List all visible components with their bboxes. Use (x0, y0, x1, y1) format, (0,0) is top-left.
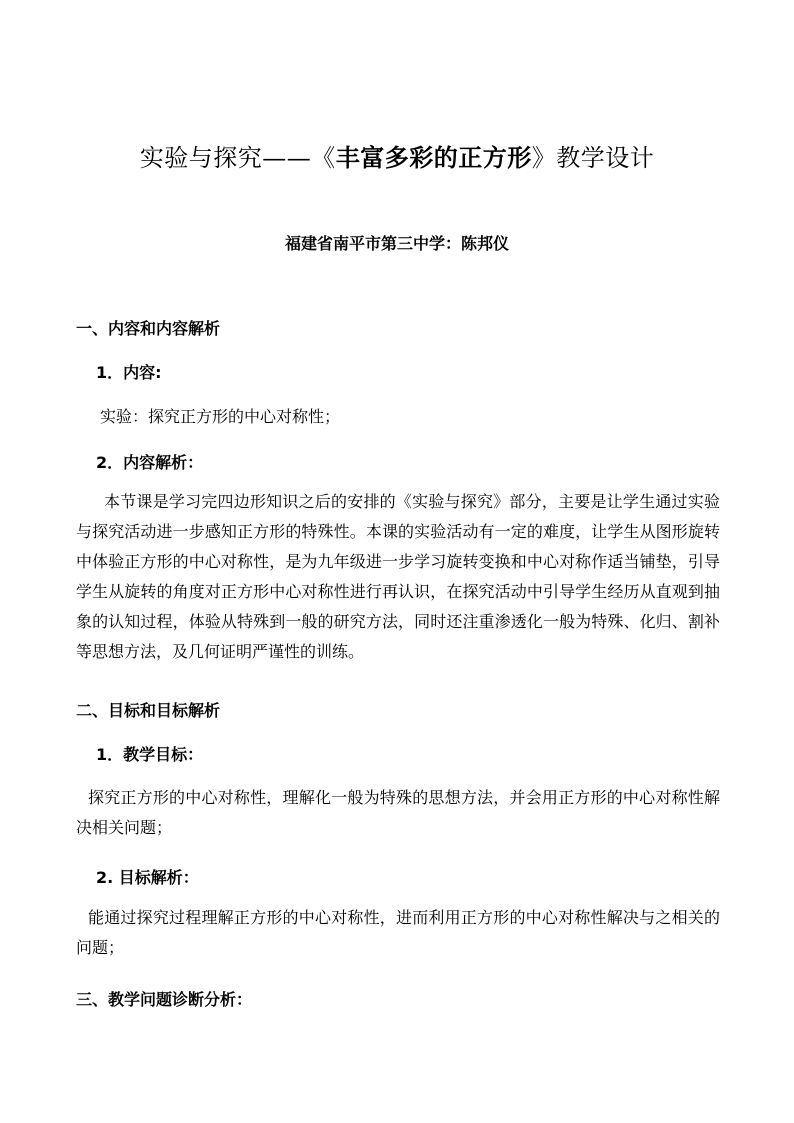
section-1-heading: 一、内容和内容解析 (76, 319, 221, 338)
section-1-sub2-heading: 2．内容解析： (96, 453, 204, 472)
section-2-sub2-heading: 2. 目标解析： (96, 868, 199, 887)
section-1-sub1-heading: 1．内容: (96, 363, 162, 382)
title-suffix: 》教学设计 (531, 144, 655, 172)
title-stylized: 丰富多彩的正方形 (335, 144, 532, 172)
section-2-sub1-paragraph: 探究正方形的中心对称性，理解化一般为特殊的思想方法，并会用正方形的中心对称性解决相关问题； (76, 788, 720, 837)
section-2-heading: 二、目标和目标解析 (76, 701, 221, 720)
section-1-sub2-paragraph: 本节课是学习完四边形知识之后的安排的《实验与探究》部分，主要是让学生通过实验与探究活动进一步感知正方形的特殊性。本课的实验活动有一定的难度，让学生从图形旋转中体验正方形的中心对称性，是为九年级进一步学习旋转变换和中心对称作适当铺垫，引导学生从旋转的角度对正方形中心对称性进行再认识，在探究活动中引导学生经历从直观到抽象的认知过程，体验从特殊到一般的研究方法，同时还注重渗透化一般为特殊、化归、割补等思想方法，及几何证明严谨性的训练。 (76, 492, 720, 661)
title-prefix: 实验与探究——《 (139, 144, 336, 172)
author-line: 福建省南平市第三中学：陈邦仪 (284, 234, 509, 253)
section-3-heading: 三、教学问题诊断分析： (76, 990, 253, 1009)
section-1-sub1-text: 实验：探究正方形的中心对称性； (100, 407, 341, 426)
section-2-sub1-heading: 1．教学目标： (96, 745, 204, 764)
section-2-sub2-paragraph: 能通过探究过程理解正方形的中心对称性，进而利用正方形的中心对称性解决与之相关的问题； (76, 908, 720, 957)
document-title (0, 138, 794, 173)
